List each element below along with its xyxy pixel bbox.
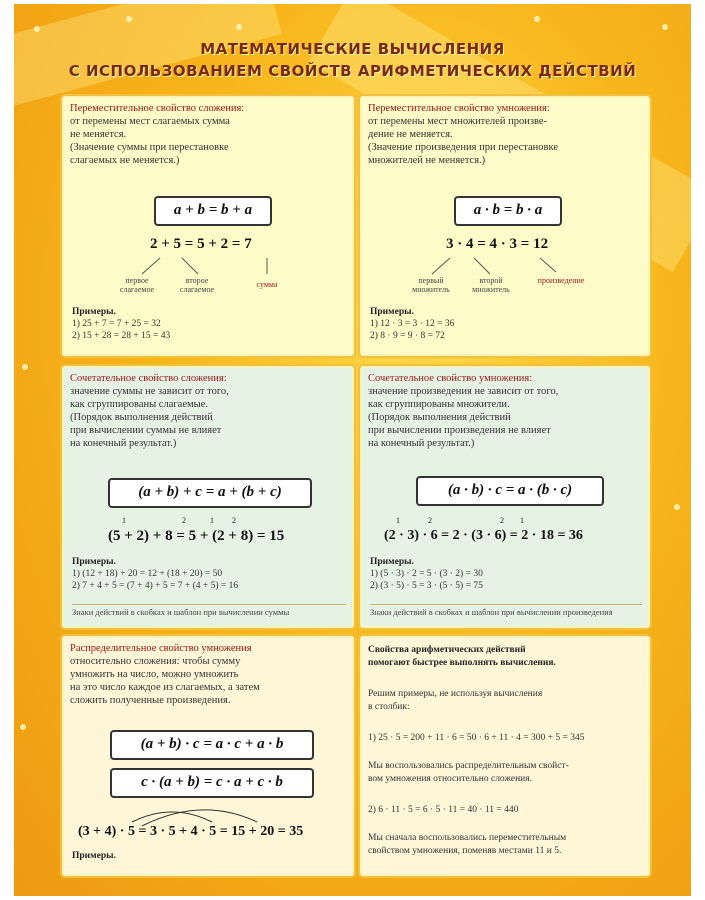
- panel-heading: [368, 644, 644, 670]
- poster-title-line2: С ИСПОЛЬЗОВАНИЕМ СВОЙСТВ АРИФМЕТИЧЕСКИХ ДЕЙСТВИЙ: [68, 62, 637, 80]
- panel-line: умножить на число, можно умножить: [70, 669, 239, 680]
- text-line: свойством умножения, поменяв местами 11 и 5.: [368, 846, 562, 856]
- label-first-factor: первый множитель: [412, 276, 450, 294]
- panel-line: от перемены мест слагаемых сумма: [70, 116, 230, 127]
- label-second-addend: второе слагаемое: [179, 276, 215, 294]
- panel-usage-tips: [358, 634, 652, 878]
- panel-heading: Распределительное свойство умножения: [70, 643, 252, 654]
- example-line: 1) 25 + 7 = 7 + 25 = 32: [72, 319, 161, 329]
- example-equation: 3 · 4 = 4 · 3 = 12: [446, 236, 549, 252]
- order-index: 2: [428, 516, 432, 525]
- panel-heading: Сочетательное свойство умножения:: [368, 373, 533, 384]
- panel-line: множителей не меняется.): [368, 155, 486, 166]
- panel-line: (Значение произведения при перестановке: [368, 142, 559, 153]
- example-line: 1) (12 + 18) + 20 = 12 + (18 + 20) = 50: [72, 569, 223, 579]
- panel-line: дение не меняется.: [368, 129, 453, 140]
- order-index: 1: [520, 516, 524, 525]
- panel-line: (Порядок выполнения действий: [368, 412, 511, 423]
- panel-line: не меняется.: [70, 129, 127, 140]
- example-equation: (3 + 4) · 5 = 3 · 5 + 4 · 5 = 15 + 20 = 35: [78, 824, 304, 839]
- example-equation: (5 + 2) + 8 = 5 + (2 + 8) = 15: [108, 528, 285, 544]
- panel-line: на конечный результат.): [70, 438, 177, 449]
- text-line: Мы воспользовались распределительным свойст-: [368, 761, 569, 771]
- example-equation: 2 + 5 = 5 + 2 = 7: [150, 236, 252, 252]
- examples-block: [370, 306, 454, 342]
- panel-line: значение произведения не зависит от того,: [368, 386, 559, 397]
- panel-line: при вычислении суммы не влияет: [70, 425, 222, 436]
- panel-line: на это число каждое из слагаемых, а затем: [70, 682, 260, 693]
- decor-dot: [34, 26, 40, 32]
- panel-note: Знаки действий в скобках и шаблон при вычислении суммы: [72, 604, 346, 617]
- panel-line: относительно сложения: чтобы сумму: [70, 656, 241, 667]
- panel-text: [70, 372, 350, 450]
- panel-distributive: [60, 634, 356, 878]
- example-line: 1) 12 · 3 = 3 · 12 = 36: [370, 319, 455, 329]
- panel-line: от перемены мест множителей произве-: [368, 116, 548, 127]
- panel-note: Знаки действий в скобках и шаблон при вычислении произведения: [370, 604, 642, 617]
- examples-title: Примеры.: [72, 307, 116, 317]
- panel-text: [368, 372, 648, 450]
- panel-line: на конечный результат.): [368, 438, 475, 449]
- text-line: Решим примеры, не используя вычисления: [368, 689, 543, 699]
- panel-line: значение суммы не зависит от того,: [70, 386, 229, 397]
- explanation-text: [368, 760, 644, 786]
- heading-line: помогают быстрее выполнять вычисления.: [368, 658, 556, 668]
- decor-dot: [534, 16, 540, 22]
- label-product: произведение: [537, 276, 585, 285]
- decor-dot: [674, 504, 680, 510]
- formula-box: (a · b) · c = a · (b · c): [416, 476, 604, 506]
- order-index: 1: [210, 516, 214, 525]
- example-line: 1) (5 · 3) · 2 = 5 · (3 · 2) = 30: [370, 569, 483, 579]
- heading-line: Свойства арифметических действий: [368, 645, 526, 655]
- example-equation: (2 · 3) · 6 = 2 · (3 · 6) = 2 · 18 = 36: [384, 528, 583, 543]
- decor-dot: [662, 24, 668, 30]
- panel-heading: Переместительное свойство сложения:: [70, 103, 245, 114]
- decor-dot: [22, 364, 28, 370]
- order-index: 1: [396, 516, 400, 525]
- formula-box: c · (a + b) = c · a + c · b: [110, 768, 314, 798]
- example-line: 2) 7 + 4 + 5 = (7 + 4) + 5 = 7 + (4 + 5) = 16: [72, 581, 239, 591]
- formula-box: (a + b) + c = a + (b + c): [108, 478, 312, 508]
- order-index: 2: [500, 516, 504, 525]
- explanation-text: [368, 832, 644, 858]
- panel-line: как сгруппированы множители.: [368, 399, 510, 410]
- examples-block: [72, 556, 348, 592]
- distribution-arcs: [62, 636, 354, 876]
- order-index: 2: [182, 516, 186, 525]
- examples-title: Примеры.: [72, 557, 116, 567]
- panel-line: слагаемых не меняется.): [70, 155, 180, 166]
- panel-commutative-addition: [60, 94, 356, 358]
- formula-box: (a + b) · c = a · c + a · b: [110, 730, 314, 760]
- example-line: 2) 15 + 28 = 28 + 15 = 43: [72, 331, 171, 341]
- examples-block: [370, 556, 646, 592]
- panel-line: при вычислении произведения не влияет: [368, 425, 551, 436]
- text-line: вом умножения относительно сложения.: [368, 774, 533, 784]
- panel-associative-addition: [60, 364, 356, 630]
- panel-line: как сгруппированы слагаемые.: [70, 399, 208, 410]
- example-line: 2) (3 · 5) · 5 = 3 · (5 · 5) = 75: [370, 581, 483, 591]
- panel-heading: Сочетательное свойство сложения:: [70, 373, 227, 384]
- label-first-addend: первое слагаемое: [119, 276, 155, 294]
- text-line: в столбик:: [368, 702, 410, 712]
- examples-title: Примеры.: [72, 851, 116, 861]
- panel-line: (Порядок выполнения действий: [70, 412, 213, 423]
- poster: [14, 4, 691, 896]
- formula-box: a · b = b · a: [454, 196, 562, 226]
- examples-block: [72, 850, 116, 862]
- panel-heading: Переместительное свойство умножения:: [368, 103, 550, 114]
- label-sum: сумма: [256, 280, 278, 289]
- panel-commutative-multiplication: [358, 94, 652, 358]
- examples-block: [72, 306, 170, 342]
- order-index: 2: [232, 516, 236, 525]
- panel-line: (Значение суммы при перестановке: [70, 142, 229, 153]
- order-index: 1: [122, 516, 126, 525]
- panel-line: сложить полученные произведения.: [70, 695, 231, 706]
- example-line: 2) 6 · 11 · 5 = 6 · 5 · 11 = 40 · 11 = 440: [368, 805, 519, 815]
- decor-dot: [20, 724, 26, 730]
- examples-title: Примеры.: [370, 307, 414, 317]
- poster-title-line1: МАТЕМАТИЧЕСКИЕ ВЫЧИСЛЕНИЯ: [200, 40, 505, 58]
- formula-box: a + b = b + a: [154, 196, 272, 226]
- decor-dot: [126, 16, 132, 22]
- example-line: 2) 8 · 9 = 9 · 8 = 72: [370, 331, 445, 341]
- label-second-factor: второй множитель: [472, 276, 510, 294]
- decor-dot: [236, 24, 242, 30]
- text-line: Мы сначала воспользовались переместительным: [368, 833, 567, 843]
- example-line: 1) 25 · 5 = 200 + 11 · 6 = 50 · 6 + 11 · 4 = 300 + 5 = 345: [368, 733, 585, 743]
- panel-associative-multiplication: [358, 364, 652, 630]
- examples-title: Примеры.: [370, 557, 414, 567]
- intro-text: [368, 688, 644, 714]
